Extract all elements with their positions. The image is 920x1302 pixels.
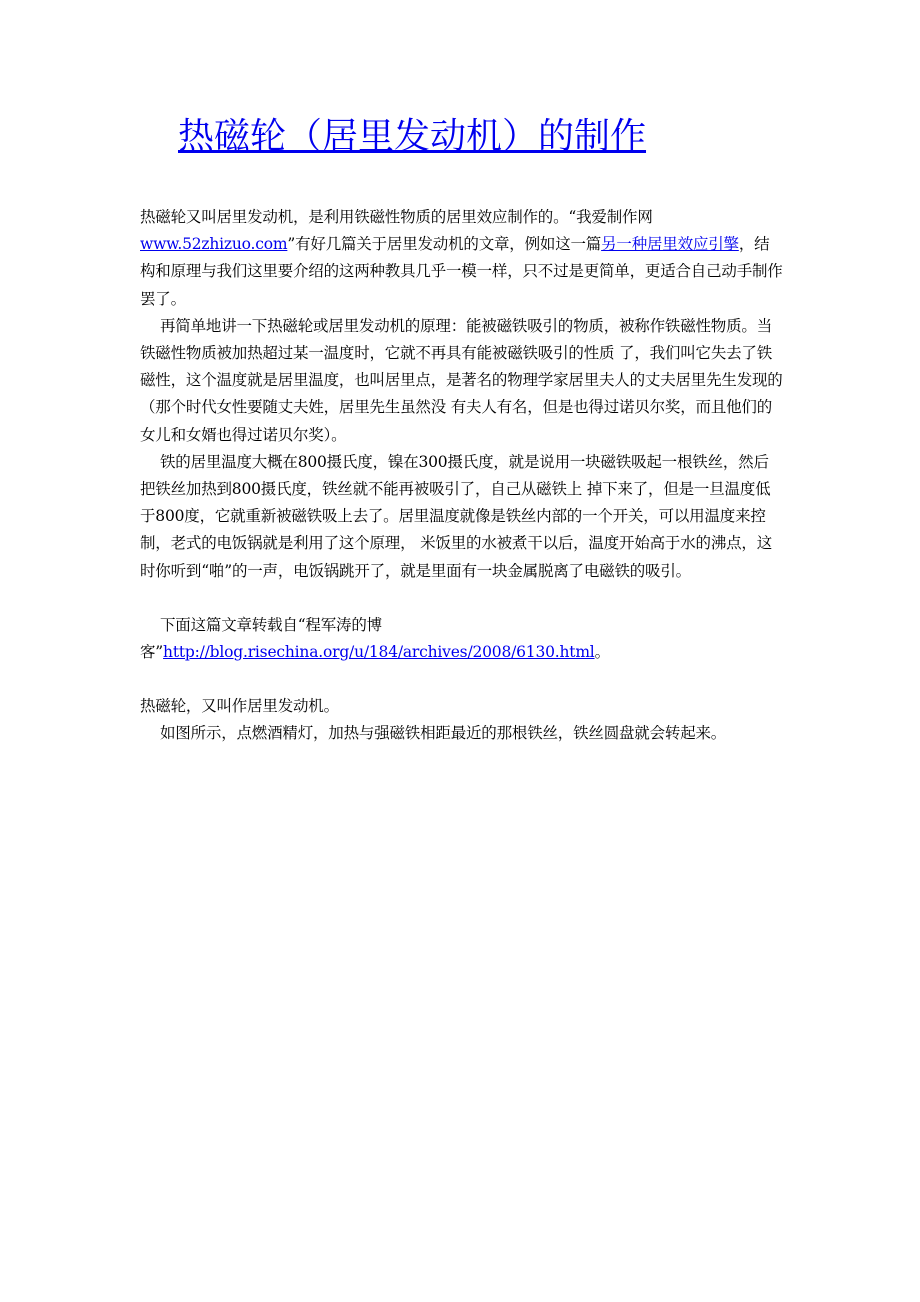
alias-paragraph: 热磁轮，又叫作居里发动机。 xyxy=(140,697,339,716)
figure-description: 如图所示，点燃酒精灯，加热与强磁铁相距最近的那根铁丝，铁丝圆盘就会转起来。 xyxy=(160,724,727,743)
page-title[interactable]: 热磁轮（居里发动机）的制作 xyxy=(178,116,647,157)
blog-link[interactable]: http://blog.risechina.org/u/184/archives/2008/6130.html xyxy=(163,643,595,662)
site-link[interactable]: www.52zhizuo.com xyxy=(140,235,288,254)
source-text: 下面这篇文章转载自“程军涛的博客” xyxy=(140,615,382,662)
article-body xyxy=(140,204,784,748)
source-period: 。 xyxy=(594,643,610,662)
intro-text-1: 热磁轮又叫居里发动机，是利用铁磁性物质的居里效应制作的。“我爱制作网 xyxy=(140,208,653,226)
article-link[interactable]: 另一种居里效应引擎 xyxy=(601,235,739,254)
intro-text-3: ，结构和原理与我们这里要介绍的这两种教具几乎一模一样，只不过是更简单，更适合自己动手制作罢了。 xyxy=(140,235,783,308)
intro-paragraph xyxy=(140,204,784,313)
temperature-paragraph: 铁的居里温度大概在800摄氏度，镍在300摄氏度，就是说用一块磁铁吸起一根铁丝，然后把铁丝加热到800摄氏度，铁丝就不能再被吸引了，自己从磁铁上 掉下来了，但是一旦温度低于800度，它就重新被磁铁吸上去了。居里温度就像是铁丝内部的一个开关，可以用温度来控制，老式的电饭锅就是利用了这个原理， 米饭里的水被煮干以后，温度开始高于水的沸点，这时你听到“啪”的一声，电饭锅跳开了，就是里面有一块金属脱离了电磁铁的吸引。 xyxy=(140,452,773,580)
source-paragraph xyxy=(140,612,784,666)
intro-text-2: ”有好几篇关于居里发动机的文章，例如这一篇 xyxy=(287,235,602,254)
paragraph-spacer xyxy=(140,666,784,693)
paragraph-spacer xyxy=(140,585,784,612)
principle-paragraph: 再简单地讲一下热磁轮或居里发动机的原理：能被磁铁吸引的物质，被称作铁磁性物质。当铁磁性物质被加热超过某一温度时，它就不再具有能被磁铁吸引的性质 了，我们叫它失去了铁磁性，这个温度就是居里温度，也叫居里点，是著名的物理学家居里夫人的丈夫居里先生发现的（那个时代女性要随丈夫姓，居里先生虽然没 有夫人有名，但是也得过诺贝尔奖，而且他们的女儿和女婿也得过诺贝尔奖）。 xyxy=(140,316,783,444)
